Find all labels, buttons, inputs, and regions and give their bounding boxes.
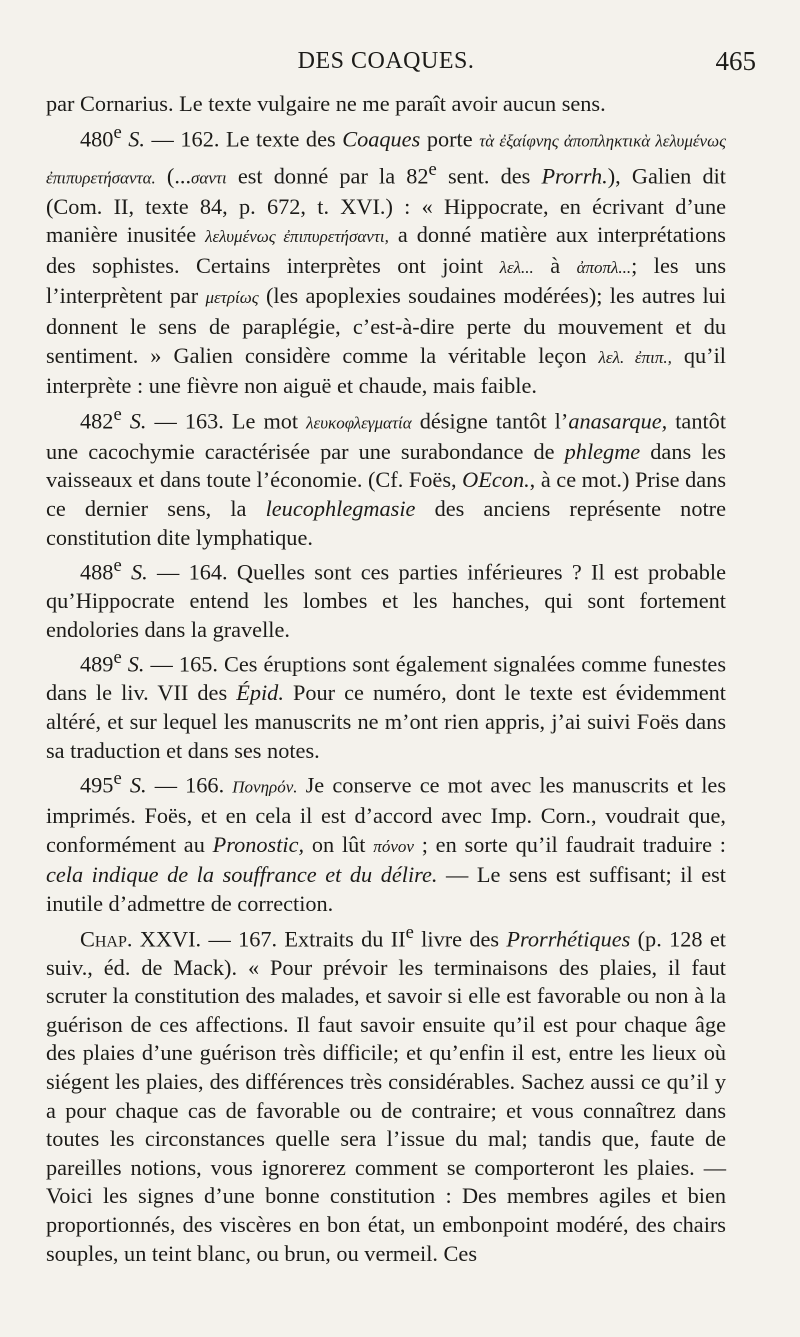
paragraph (46, 919, 726, 1269)
italic-text: phlegme (564, 438, 641, 464)
text-run (122, 773, 130, 798)
italic-text: anasarque, (568, 408, 668, 434)
paragraph (46, 552, 726, 644)
text-run: 489 (80, 651, 114, 677)
running-title: DES COAQUES. (297, 48, 475, 74)
text-run: livre des (413, 925, 507, 951)
text-run: 495 (80, 772, 114, 798)
greek-text: μετρίως (205, 288, 259, 308)
text-run: 488 (80, 559, 114, 585)
text-run: , à ce mot.) Prise dans ce dernier sens, la (46, 467, 726, 521)
greek-text: λελυμένως ἐπιπυρετήσαντι, (205, 227, 389, 247)
text-run: XXVI. — 167. Extraits du II (132, 925, 406, 951)
text-run: — 163. Le mot (146, 408, 307, 434)
text-run: sent. des (436, 163, 542, 189)
text-run: — 162. Le texte des (145, 126, 343, 152)
italic-text: S. (131, 559, 148, 585)
text-run: (p. 128 et suiv., éd. de Mack). « Pour prévoir les terminaisons des plaies, il faut scruter la constitution des malades, et savoir si elle est favorable ou non à la guérison de ces affections. Il faut savoir ensuite qu’il est pour chaque âge des plaies d’une guérison très difficile; et qu’enfin il est, entre les lieux où siégent les plaies, des différences très considérables. Sachez aussi ce qu’il y a pour chaque cas de favorable ou de contraire; et vous connaîtrez dans toutes les circonstances quelle sera l’issue du mal; tandis que, faute de pareilles notions, vous ignorerez comment se comporteront les plaies. — Voici les signes d’une bonne constitution : Des membres agiles et bien proportionnés, des viscères en bon état, un embonpoint modéré, des chairs souples, un teint blanc, ou brun, ou vermeil. Ces (46, 925, 726, 1266)
text-run: est donné par la 82 (226, 163, 429, 189)
text-run: dans les vaisseaux et dans toute l’économie. (Cf. Foës, (46, 438, 726, 493)
text-run: (... (155, 163, 192, 189)
text-run: porte (420, 126, 480, 152)
italic-text: S. (129, 408, 147, 434)
italic-text: OEcon. (462, 467, 530, 493)
paragraph (46, 644, 726, 765)
superscript: e (113, 121, 122, 143)
text-run: on lût (304, 831, 374, 857)
italic-text: leucophlegmasie (265, 495, 416, 521)
text-run: 482 (80, 408, 114, 434)
text-run: (les apoplexies soudaines modérées); les autres lui donnent le sens de paraplégie, c’est-à-dire perte du mouvement et du sentiment. » Galien considère comme la véritable leçon (46, 283, 726, 368)
superscript: e (113, 647, 122, 669)
greek-text: πόνον (373, 836, 414, 856)
text-run: des anciens représente notre constitution dite lymphatique. (46, 495, 726, 550)
text-run: qu’il interprète : une fièvre non aiguë et chaude, mais faible. (46, 342, 726, 399)
paragraph (46, 90, 726, 119)
text-run: ; les uns l’interprètent par (46, 252, 727, 309)
italic-text: Pronostic, (212, 831, 305, 857)
paragraph (46, 401, 726, 552)
text-run: Je conserve ce mot avec les manuscrits et les imprimés. Foës, et en cela il est d’accord avec Imp. Corn., voudrait que, conformément au (46, 772, 727, 857)
page-number: 465 (715, 46, 756, 76)
greek-text: τὰ ἐξαίφνης ἀποπληκτικὰ λελυμένως ἐπιπυρετήσαντα. (46, 131, 726, 188)
superscript: e (113, 555, 122, 577)
greek-text: ἀποπλ... (576, 257, 632, 277)
text-run: à (533, 252, 577, 278)
text-run: — Le sens est suffisant; il est inutile d’admettre de correction. (46, 862, 726, 916)
italic-text: Coaques (342, 126, 421, 152)
text-run: Pour ce numéro, dont le texte est évidemment altéré, et sur lequel les manuscrits ne m’ont rien appris, j’ai suivi Foës dans sa traduction et dans ses notes. (46, 680, 726, 763)
italic-text: Prorrhétiques (506, 925, 631, 951)
small-caps-text: Chap. (80, 925, 133, 951)
text-run: par Cornarius. Le texte vulgaire ne me paraît avoir aucun sens. (46, 91, 606, 116)
superscript: e (428, 158, 437, 180)
page-header (46, 46, 756, 82)
text-run (122, 408, 130, 433)
italic-text: cela indique de la souffrance et du délire. (46, 862, 438, 888)
paragraph (46, 119, 726, 401)
text-run: ; en sorte qu’il faudrait traduire : (413, 831, 726, 857)
text-run: — 165. Ces éruptions sont également signalées comme funestes dans le liv. VII des (46, 651, 726, 706)
italic-text: S. (128, 126, 145, 152)
italic-text: S. (127, 651, 145, 677)
body-text (46, 90, 726, 1268)
greek-text: λευκοφλεγματία (306, 413, 412, 433)
greek-text: σαντι (191, 168, 227, 188)
superscript: e (405, 921, 414, 943)
text-run: ), Galien dit (Com. II, texte 84, p. 672, t. XVI.) : « Hippocrate, en écrivant d’une manière inusitée (46, 163, 726, 248)
text-run: désigne tantôt l’ (411, 408, 569, 434)
superscript: e (113, 768, 122, 790)
text-run: a donné matière aux interprétations des sophistes. Certains interprètes ont joint (46, 222, 726, 278)
greek-text: λελ. ἐπιπ., (598, 347, 672, 367)
text-run: — 164. Quelles sont ces parties inférieures ? Il est probable qu’Hippocrate entend les lombes et les hanches, qui sont fortement endolories dans la gravelle. (46, 559, 727, 642)
text-run: tantôt une cacochymie caractérisée par une surabondance de (46, 408, 727, 464)
paragraph (46, 765, 726, 918)
superscript: e (113, 403, 122, 425)
italic-text: Prorrh. (541, 163, 608, 189)
text-run: — 166. (146, 772, 233, 798)
text-run (122, 560, 131, 585)
greek-text: Πονηρόν. (232, 777, 298, 797)
greek-text: λελ... (499, 257, 534, 277)
italic-text: Épid. (236, 680, 284, 706)
text-run: 480 (80, 126, 114, 152)
italic-text: S. (129, 772, 147, 798)
